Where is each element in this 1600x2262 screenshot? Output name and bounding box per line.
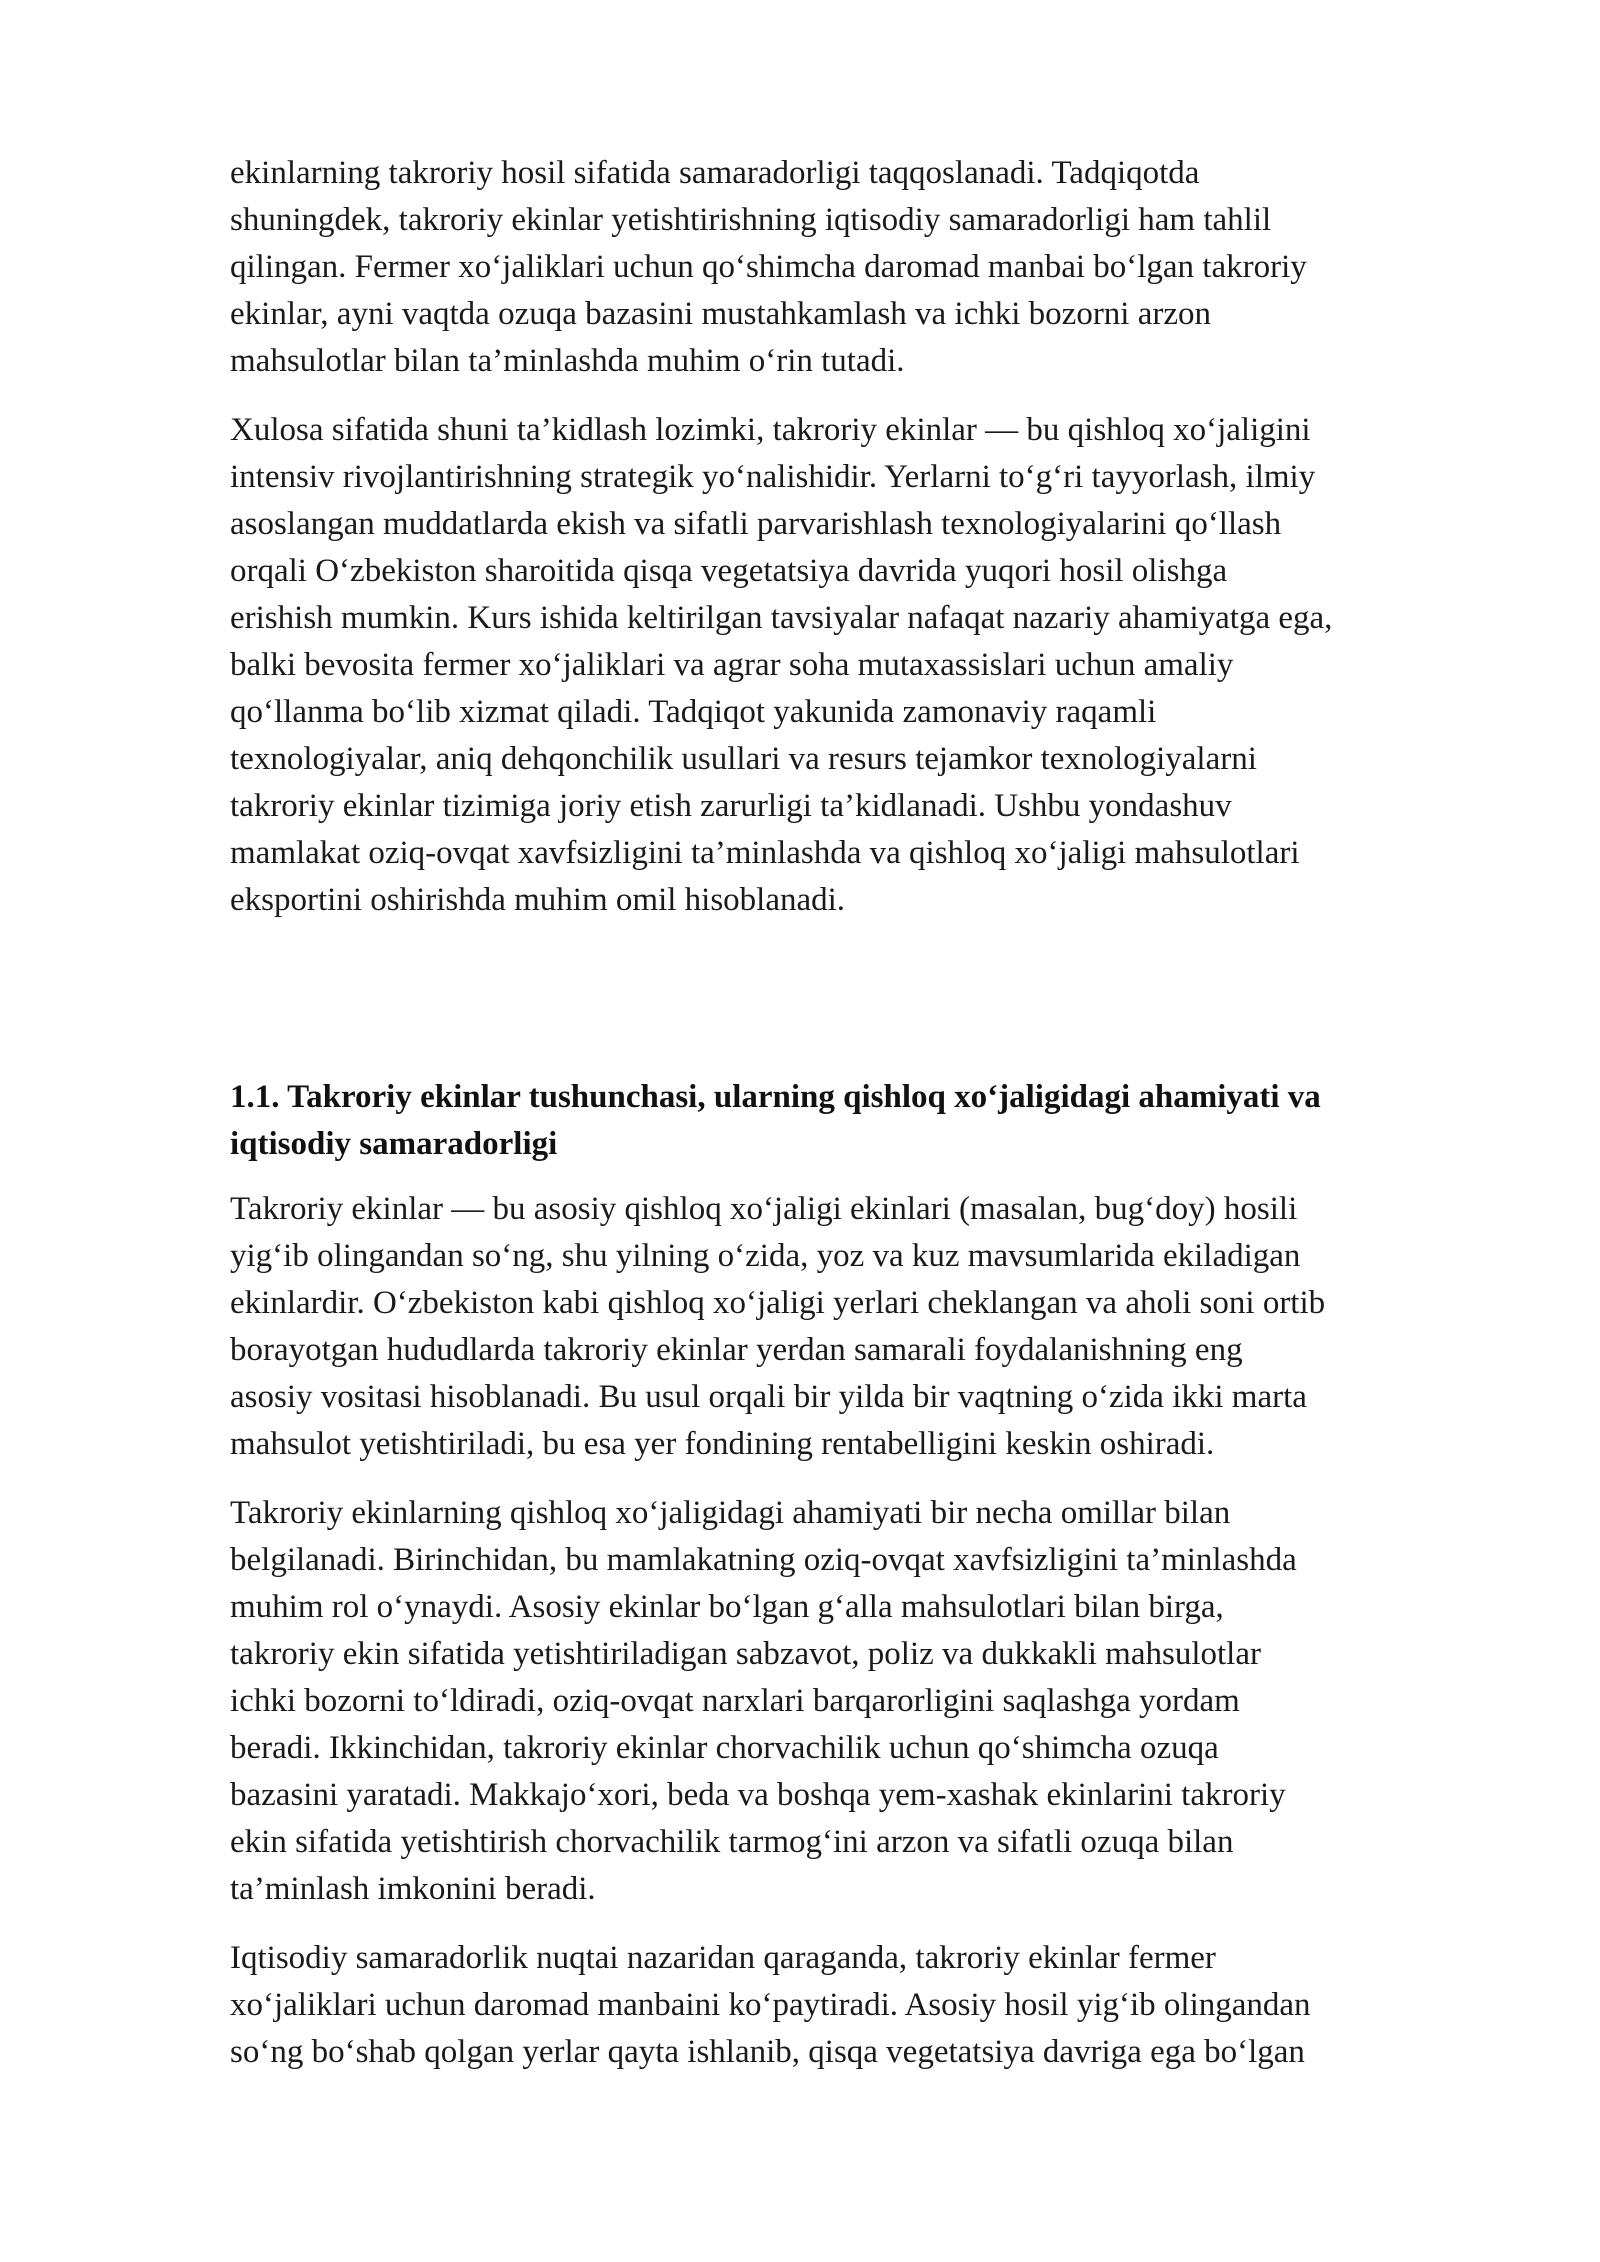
text-line: shuningdek, takroriy ekinlar yetishtirishning iqtisodiy samaradorligi ham tahlil: [230, 202, 1272, 238]
text-line: Takroriy ekinlar — bu asosiy qishloq xo‘jaligi ekinlari (masalan, bug‘doy) hosili: [230, 1191, 1298, 1227]
text-line: so‘ng bo‘shab qolgan yerlar qayta ishlanib, qisqa vegetatsiya davriga ega bo‘lgan: [230, 2034, 1305, 2070]
document-page: [230, 150, 1500, 2098]
intro-section: [230, 150, 1500, 924]
text-line: ekinlarning takroriy hosil sifatida samaradorligi taqqoslanadi. Tadqiqotda: [230, 155, 1200, 191]
text-line: texnologiyalar, aniq dehqonchilik usullari va resurs tejamkor texnologiyalarni: [230, 741, 1257, 777]
text-line: qo‘llanma bo‘lib xizmat qiladi. Tadqiqot yakunida zamonaviy raqamli: [230, 694, 1157, 730]
text-line: belgilanadi. Birinchidan, bu mamlakatning oziq-ovqat xavfsizligini ta’minlashda: [230, 1542, 1297, 1578]
text-line: xo‘jaliklari uchun daromad manbaini ko‘paytiradi. Asosiy hosil yig‘ib olingandan: [230, 1987, 1311, 2023]
paragraph: [230, 407, 1500, 924]
text-line: bazasini yaratadi. Makkajo‘xori, beda va boshqa yem-xashak ekinlarini takroriy: [230, 1777, 1286, 1813]
text-line: Iqtisodiy samaradorlik nuqtai nazaridan qaraganda, takroriy ekinlar fermer: [230, 1940, 1216, 1976]
text-line: mahsulotlar bilan ta’minlashda muhim o‘rin tutadi.: [230, 343, 905, 379]
text-line: intensiv rivojlantirishning strategik yo‘nalishidir. Yerlarni to‘g‘ri tayyorlash, ilmiy: [230, 459, 1316, 495]
heading-line: 1.1. Takroriy ekinlar tushunchasi, ularning qishloq xo‘jaligidagi ahamiyati va: [230, 1079, 1321, 1115]
text-line: ta’minlash imkonini beradi.: [230, 1871, 596, 1907]
paragraph: [230, 1186, 1500, 1468]
section-body: [230, 1186, 1500, 2076]
text-line: qilingan. Fermer xo‘jaliklari uchun qo‘shimcha daromad manbai bo‘lgan takroriy: [230, 249, 1307, 285]
text-line: erishish mumkin. Kurs ishida keltirilgan tavsiyalar nafaqat nazariy ahamiyatga ega,: [230, 600, 1333, 636]
text-line: asosiy vositasi hisoblanadi. Bu usul orqali bir yilda bir vaqtning o‘zida ikki marta: [230, 1379, 1307, 1415]
paragraph: [230, 150, 1500, 385]
text-line: takroriy ekinlar tizimiga joriy etish zarurligi ta’kidlanadi. Ushbu yondashuv: [230, 788, 1232, 824]
text-line: ichki bozorni to‘ldiradi, oziq-ovqat narxlari barqarorligini saqlashga yordam: [230, 1683, 1240, 1719]
text-line: mahsulot yetishtiriladi, bu esa yer fondining rentabelligini keskin oshiradi.: [230, 1426, 1215, 1462]
paragraph: [230, 1935, 1500, 2076]
text-line: eksportini oshirishda muhim omil hisoblanadi.: [230, 882, 846, 918]
text-line: muhim rol o‘ynaydi. Asosiy ekinlar bo‘lgan g‘alla mahsulotlari bilan birga,: [230, 1589, 1224, 1625]
text-line: balki bevosita fermer xo‘jaliklari va agrar soha mutaxassislari uchun amaliy: [230, 647, 1234, 683]
text-line: Xulosa sifatida shuni ta’kidlash lozimki, takroriy ekinlar — bu qishloq xo‘jaligini: [230, 412, 1311, 448]
text-line: borayotgan hududlarda takroriy ekinlar yerdan samarali foydalanishning eng: [230, 1332, 1243, 1368]
text-line: yig‘ib olingandan so‘ng, shu yilning o‘zida, yoz va kuz mavsumlarida ekiladigan: [230, 1238, 1301, 1274]
text-line: ekin sifatida yetishtirish chorvachilik tarmog‘ini arzon va sifatli ozuqa bilan: [230, 1824, 1234, 1860]
text-line: orqali O‘zbekiston sharoitida qisqa vegetatsiya davrida yuqori hosil olishga: [230, 553, 1228, 589]
heading-line: iqtisodiy samaradorligi: [230, 1126, 558, 1162]
paragraph: [230, 1490, 1500, 1913]
text-line: mamlakat oziq-ovqat xavfsizligini ta’minlashda va qishloq xo‘jaligi mahsulotlari: [230, 835, 1300, 871]
text-line: asoslangan muddatlarda ekish va sifatli parvarishlash texnologiyalarini qo‘llash: [230, 506, 1282, 542]
text-line: beradi. Ikkinchidan, takroriy ekinlar chorvachilik uchun qo‘shimcha ozuqa: [230, 1730, 1219, 1766]
section-heading: [230, 1074, 1500, 1168]
text-line: ekinlardir. O‘zbekiston kabi qishloq xo‘jaligi yerlari cheklangan va aholi soni ortib: [230, 1285, 1326, 1321]
text-line: ekinlar, ayni vaqtda ozuqa bazasini mustahkamlash va ichki bozorni arzon: [230, 296, 1212, 332]
text-line: Takroriy ekinlarning qishloq xo‘jaligidagi ahamiyati bir necha omillar bilan: [230, 1495, 1231, 1531]
text-line: takroriy ekin sifatida yetishtiriladigan sabzavot, poliz va dukkakli mahsulotlar: [230, 1636, 1261, 1672]
